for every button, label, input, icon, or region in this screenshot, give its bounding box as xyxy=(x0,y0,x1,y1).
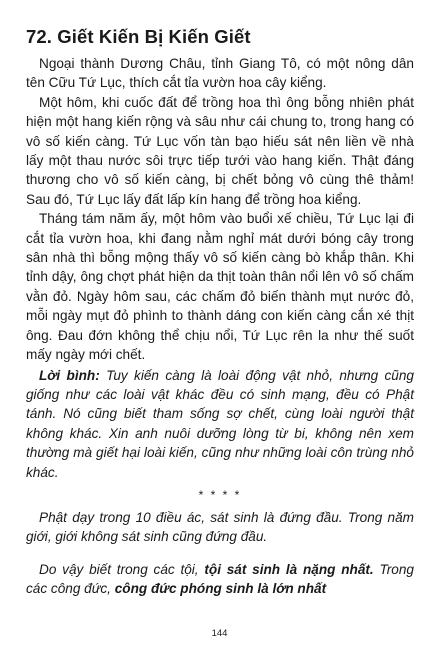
story-paragraph-2: Một hôm, khi cuốc đất để trồng hoa thì ông bỗng nhiên phát hiện một hang kiến rộng và sâu như cái chung to, trong hang có vô số kiến càng. Tứ Lục vốn tàn bạo hiếu sát nên liền về nhà lấy một thau nước sôi trực tiếp tưới vào hang kiến. Thật đáng thương cho vô số kiến càng, bị chết bỏng vô cùng thê thảm! Sau đó, Tứ Lục lấy đất lấp kín hang để trồng hoa kiểng. xyxy=(26,94,414,207)
conclusion-part-1: Do vậy biết trong các tội, xyxy=(39,561,205,577)
conclusion-part-3: Trong các công đức, xyxy=(26,561,414,597)
conclusion-emphasis-2: công đức phóng sinh là lớn nhất xyxy=(114,581,327,597)
story-paragraph-3: Tháng tám năm ấy, một hôm vào buổi xế chiều, Tứ Lục lại đi cắt tỉa vườn hoa, khi đang nằm nghỉ mát dưới bóng cây trong sân nhà thì bỗng mộng thấy vô số kiến càng bò khắp thân. Khi tỉnh dậy, ông chợt phát hiện da thịt toàn thân nổi lên vô số chấm vằn đỏ. Ngày hôm sau, các chấm đỏ biến thành mụt nước đỏ, mỗi ngày mụt đỏ phình to thành dáng con kiến càng cắn xé thịt ông. Đau đớn không thể chịu nổi, Tứ Lục rên la như thế suốt mấy ngày mới chết. xyxy=(26,211,414,363)
buddha-teaching-quote: Phật dạy trong 10 điều ác, sát sinh là đứng đầu. Trong năm giới, giới không sát sinh cũng đứng đầu. xyxy=(26,509,414,545)
chapter-title: 72. Giết Kiến Bị Kiến Giết xyxy=(26,26,251,47)
page-number: 144 xyxy=(211,628,228,639)
conclusion-quote xyxy=(26,560,414,599)
conclusion-emphasis-1: tội sát sinh là nặng nhất. xyxy=(204,561,374,577)
story-paragraph-1: Ngoại thành Dương Châu, tỉnh Giang Tô, có một nông dân tên Cữu Tứ Lục, thích cắt tỉa vườn hoa cây kiểng. xyxy=(26,56,414,91)
commentary-paragraph xyxy=(26,366,414,482)
commentary-text: Tuy kiến càng là loài động vật nhỏ, nhưng cũng giống như các loài vật khác đều có sinh mạng, đều có Phật tánh. Nó cũng biết tham sống sợ chết, cùng loài người thật không khác. Xin anh nuôi dưỡng lòng từ bi, không nên xem thường mà giết hại loài kiến, cũng như những loài côn trùng nhỏ khác. xyxy=(26,367,414,480)
commentary-label: Lời bình: xyxy=(39,367,100,383)
section-separator: * * * * xyxy=(198,487,242,502)
page-content xyxy=(26,26,414,599)
